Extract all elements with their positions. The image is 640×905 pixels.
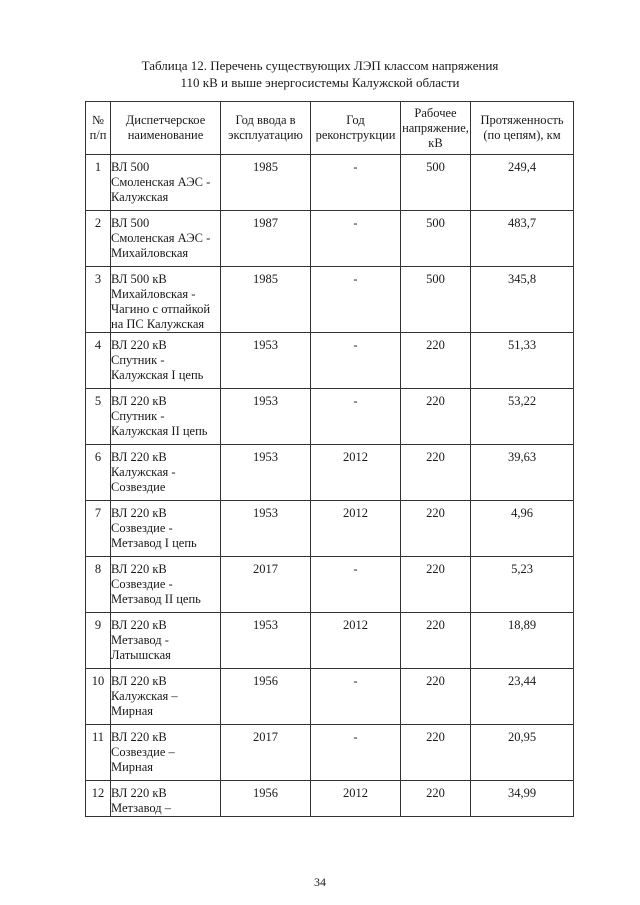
cell-year: 1956 xyxy=(221,669,311,725)
cell-voltage: 220 xyxy=(401,333,471,389)
cell-reconstruction: - xyxy=(311,557,401,613)
cell-year: 2017 xyxy=(221,725,311,781)
cell-voltage: 500 xyxy=(401,211,471,267)
table-caption xyxy=(0,57,640,91)
cell-reconstruction: - xyxy=(311,211,401,267)
cell-length: 18,89 xyxy=(471,613,574,669)
cell-voltage: 220 xyxy=(401,389,471,445)
cell-length: 23,44 xyxy=(471,669,574,725)
cell-name: ВЛ 220 кВ Спутник - Калужская I цепь xyxy=(111,333,221,389)
cell-reconstruction: - xyxy=(311,333,401,389)
cell-length: 39,63 xyxy=(471,445,574,501)
cell-num: 10 xyxy=(86,669,111,725)
table-row xyxy=(86,333,574,389)
cell-voltage: 220 xyxy=(401,725,471,781)
cell-name: ВЛ 220 кВ Созвездие – Мирная xyxy=(111,725,221,781)
cell-voltage: 220 xyxy=(401,557,471,613)
cell-reconstruction: - xyxy=(311,389,401,445)
header-reconstruction: Год реконструкции xyxy=(311,102,401,155)
cell-name: ВЛ 220 кВ Созвездие - Метзавод I цепь xyxy=(111,501,221,557)
cell-voltage: 500 xyxy=(401,267,471,333)
cell-reconstruction: - xyxy=(311,725,401,781)
cell-voltage: 220 xyxy=(401,669,471,725)
cell-reconstruction: - xyxy=(311,155,401,211)
cell-length: 51,33 xyxy=(471,333,574,389)
cell-reconstruction: 2012 xyxy=(311,781,401,817)
table-caption-line-2: 110 кВ и выше энергосистемы Калужской области xyxy=(180,75,460,90)
cell-length: 34,99 xyxy=(471,781,574,817)
cell-name: ВЛ 500 Смоленская АЭС - Калужская xyxy=(111,155,221,211)
cell-year: 2017 xyxy=(221,557,311,613)
table-row xyxy=(86,613,574,669)
table-header-row xyxy=(86,102,574,155)
table-caption-line-1: Таблица 12. Перечень существующих ЛЭП классом напряжения xyxy=(141,58,499,73)
cell-name: ВЛ 220 кВ Спутник - Калужская II цепь xyxy=(111,389,221,445)
cell-length: 5,23 xyxy=(471,557,574,613)
cell-year: 1985 xyxy=(221,155,311,211)
power-lines-table xyxy=(85,101,574,817)
cell-voltage: 500 xyxy=(401,155,471,211)
cell-length: 20,95 xyxy=(471,725,574,781)
cell-num: 6 xyxy=(86,445,111,501)
cell-reconstruction: - xyxy=(311,267,401,333)
header-num: № п/п xyxy=(86,102,111,155)
cell-num: 4 xyxy=(86,333,111,389)
cell-name: ВЛ 500 кВ Михайловская - Чагино с отпайкой на ПС Калужская xyxy=(111,267,221,333)
table-row xyxy=(86,211,574,267)
cell-year: 1953 xyxy=(221,445,311,501)
cell-year: 1956 xyxy=(221,781,311,817)
header-voltage: Рабочее напряжение, кВ xyxy=(401,102,471,155)
cell-length: 483,7 xyxy=(471,211,574,267)
table-row xyxy=(86,669,574,725)
cell-voltage: 220 xyxy=(401,445,471,501)
cell-num: 12 xyxy=(86,781,111,817)
cell-length: 4,96 xyxy=(471,501,574,557)
cell-year: 1953 xyxy=(221,613,311,669)
cell-voltage: 220 xyxy=(401,501,471,557)
table-row xyxy=(86,501,574,557)
cell-name: ВЛ 500 Смоленская АЭС - Михайловская xyxy=(111,211,221,267)
cell-year: 1953 xyxy=(221,389,311,445)
cell-name: ВЛ 220 кВ Калужская - Созвездие xyxy=(111,445,221,501)
cell-year: 1985 xyxy=(221,267,311,333)
table-row xyxy=(86,445,574,501)
cell-num: 5 xyxy=(86,389,111,445)
table-row xyxy=(86,557,574,613)
cell-name: ВЛ 220 кВ Созвездие - Метзавод II цепь xyxy=(111,557,221,613)
cell-length: 53,22 xyxy=(471,389,574,445)
header-name: Диспетчерское наименование xyxy=(111,102,221,155)
cell-voltage: 220 xyxy=(401,613,471,669)
cell-name: ВЛ 220 кВ Метзавод - Латышская xyxy=(111,613,221,669)
header-length: Протяженность (по цепям), км xyxy=(471,102,574,155)
table-row xyxy=(86,267,574,333)
cell-num: 8 xyxy=(86,557,111,613)
header-year: Год ввода в эксплуатацию xyxy=(221,102,311,155)
cell-num: 1 xyxy=(86,155,111,211)
cell-reconstruction: 2012 xyxy=(311,501,401,557)
cell-voltage: 220 xyxy=(401,781,471,817)
cell-num: 3 xyxy=(86,267,111,333)
cell-num: 7 xyxy=(86,501,111,557)
page-number: 34 xyxy=(314,875,326,889)
cell-num: 11 xyxy=(86,725,111,781)
table-row xyxy=(86,781,574,817)
cell-year: 1953 xyxy=(221,501,311,557)
table-row xyxy=(86,725,574,781)
cell-reconstruction: - xyxy=(311,669,401,725)
cell-reconstruction: 2012 xyxy=(311,445,401,501)
cell-length: 249,4 xyxy=(471,155,574,211)
cell-name: ВЛ 220 кВ Калужская – Мирная xyxy=(111,669,221,725)
cell-reconstruction: 2012 xyxy=(311,613,401,669)
cell-num: 9 xyxy=(86,613,111,669)
cell-length: 345,8 xyxy=(471,267,574,333)
cell-year: 1953 xyxy=(221,333,311,389)
table-row xyxy=(86,389,574,445)
cell-name: ВЛ 220 кВ Метзавод – xyxy=(111,781,221,817)
cell-num: 2 xyxy=(86,211,111,267)
table-row xyxy=(86,155,574,211)
cell-year: 1987 xyxy=(221,211,311,267)
